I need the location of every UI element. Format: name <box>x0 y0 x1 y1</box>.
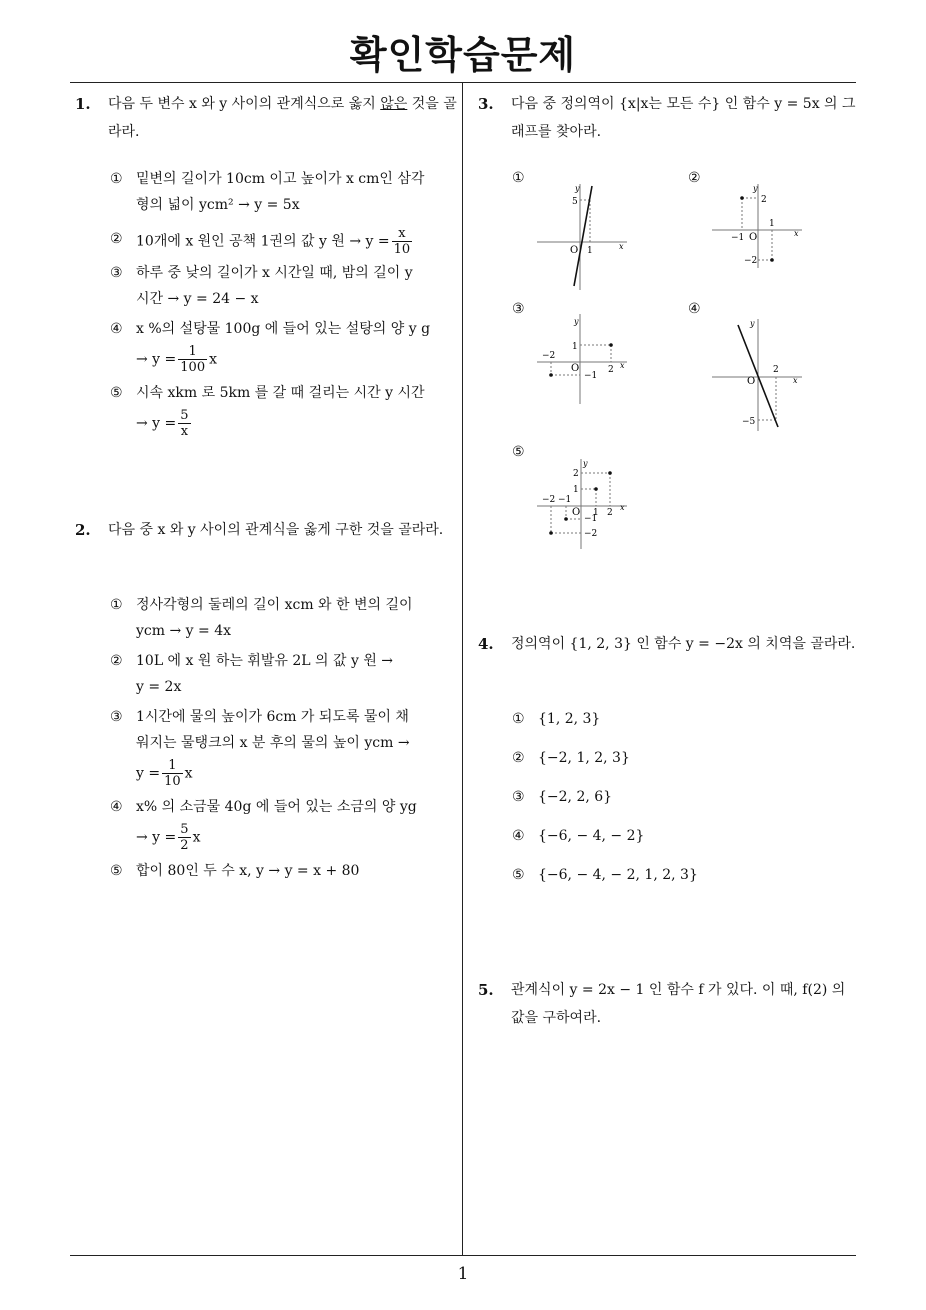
q4-option-1[interactable]: ① {1, 2, 3} <box>512 706 852 732</box>
question-number: 3. <box>478 95 494 113</box>
option-number: ④ <box>110 799 123 815</box>
q3-graph-5[interactable] <box>535 455 635 551</box>
q2-option-5[interactable]: ⑤ 합이 80인 두 수 x, y → y = x + 80 <box>110 858 460 884</box>
tick-label: −1 <box>731 233 745 243</box>
question-number: 4. <box>478 635 494 653</box>
q3-graph-1[interactable] <box>535 180 635 292</box>
tick-label: 2 <box>761 195 767 205</box>
fraction: $\frac{5}{x}$ <box>180 408 189 439</box>
option-number: ③ <box>512 789 525 805</box>
q3-option-5-label[interactable]: ⑤ <box>512 444 525 460</box>
x-label: x <box>794 229 799 238</box>
tick-label: −1 <box>558 495 572 505</box>
x-label: x <box>619 242 624 251</box>
point <box>549 531 553 535</box>
column-divider <box>462 83 463 1255</box>
question-5 <box>478 976 860 1032</box>
q2-option-3[interactable]: ③ 1시간에 물의 높이가 6cm 가 되도록 물이 채 워지는 물탱크의 x 분 후의 물의 높이 ycm → y = $\frac{1}{10}$ x <box>110 704 460 789</box>
question-text: 관계식이 y = 2x − 1 인 함수 f 가 있다. 이 때, f(2) 의 값을 구하여라. <box>511 982 846 1026</box>
point <box>609 343 613 347</box>
tick-label: 1 <box>593 508 599 518</box>
tick-label: −1 <box>584 371 598 381</box>
option-number: ③ <box>110 709 123 725</box>
tick-label: 1 <box>769 219 775 229</box>
option-number: ② <box>110 653 123 669</box>
q3-option-2-label[interactable]: ② <box>688 170 701 186</box>
point <box>564 517 568 521</box>
option-number: ⑤ <box>512 867 525 883</box>
y-label: y <box>753 184 758 193</box>
question-4 <box>478 630 860 658</box>
question-number: 5. <box>478 981 494 999</box>
tick-label: 5 <box>572 197 578 207</box>
q3-graph-3[interactable] <box>535 310 635 406</box>
point <box>740 196 744 200</box>
tick-label: −1 <box>584 514 598 524</box>
fraction: $\frac{1}{100}$ <box>180 344 206 375</box>
q3-option-4-label[interactable]: ④ <box>688 301 701 317</box>
question-text: 다음 두 변수 x 와 y 사이의 관계식으로 옳지 않은 것을 골라라. <box>108 96 457 140</box>
option-number: ② <box>512 750 525 766</box>
q4-option-4[interactable]: ④ {−6, − 4, − 2} <box>512 823 852 849</box>
q2-option-2[interactable]: ② 10L 에 x 원 하는 휘발유 2L 의 값 y 원 → y = 2x <box>110 648 460 700</box>
fraction: $\frac{5}{2}$ <box>180 822 189 853</box>
y-label: y <box>750 319 755 328</box>
x-label: x <box>793 376 798 385</box>
x-label: x <box>620 503 625 512</box>
q1-option-4[interactable]: ④ x %의 설탕물 100g 에 들어 있는 설탕의 양 y g → y = $\frac{1}{100}$ x <box>110 316 460 375</box>
tick-label: −2 <box>744 256 758 266</box>
q1-option-2[interactable]: ② 10개에 x 원인 공책 1권의 값 y 원 → y = $\frac{x}{10}$ <box>110 226 411 257</box>
question-number: 2. <box>75 521 91 539</box>
q1-option-3[interactable]: ③ 하루 중 낮의 길이가 x 시간일 때, 밤의 길이 y 시간 → y = 24 − x <box>110 260 460 312</box>
tick-label: −2 <box>542 351 556 361</box>
point <box>549 373 553 377</box>
page-number: 1 <box>457 1264 469 1284</box>
origin-label: O <box>571 363 580 374</box>
tick-label: 1 <box>572 342 578 352</box>
page-title: 확인학습문제 <box>349 33 577 77</box>
tick-label: 2 <box>573 469 579 479</box>
option-number: ① <box>110 597 123 613</box>
q3-graph-4[interactable] <box>710 315 810 435</box>
q3-option-3-label[interactable]: ③ <box>512 301 525 317</box>
q4-option-2[interactable]: ② {−2, 1, 2, 3} <box>512 745 852 771</box>
q2-option-1[interactable]: ① 정사각형의 둘레의 길이 xcm 와 한 변의 길이 ycm → y = 4x <box>110 592 460 644</box>
x-label: x <box>620 361 625 370</box>
origin-label: O <box>747 376 756 387</box>
option-number: ⑤ <box>110 863 123 879</box>
q3-graph-2[interactable] <box>710 180 810 270</box>
fraction: $\frac{x}{10}$ <box>393 226 411 257</box>
y-label: y <box>583 459 588 468</box>
tick-label: −2 <box>584 529 598 539</box>
q4-option-3[interactable]: ③ {−2, 2, 6} <box>512 784 852 810</box>
point <box>770 258 774 262</box>
tick-label: 2 <box>608 365 614 375</box>
question-text: 정의역이 {1, 2, 3} 인 함수 y = −2x 의 치역을 골라라. <box>511 636 856 652</box>
q1-option-5[interactable]: ⑤ 시속 xkm 로 5km 를 갈 때 걸리는 시간 y 시간 → y = $\frac{5}{x}$ <box>110 380 460 439</box>
option-number: ⑤ <box>110 385 123 401</box>
question-1 <box>75 90 457 146</box>
question-text: 다음 중 x 와 y 사이의 관계식을 옳게 구한 것을 골라라. <box>108 522 444 538</box>
origin-label: O <box>572 507 581 518</box>
y-label: y <box>574 317 579 326</box>
option-number: ② <box>110 231 123 247</box>
tick-label: 1 <box>587 246 593 256</box>
top-rule <box>70 82 856 83</box>
bottom-rule <box>70 1255 856 1256</box>
option-number: ① <box>110 171 123 187</box>
q1-option-1[interactable]: ① 밑변의 길이가 10cm 이고 높이가 x cm인 삼각 형의 넓이 ycm² → y = 5x <box>110 166 460 218</box>
origin-label: O <box>749 232 758 243</box>
option-number: ① <box>512 711 525 727</box>
tick-label: 1 <box>573 485 579 495</box>
origin-label: O <box>570 245 579 256</box>
option-number: ③ <box>110 265 123 281</box>
q3-option-1-label[interactable]: ① <box>512 170 525 186</box>
option-number: ④ <box>110 321 123 337</box>
point <box>594 487 598 491</box>
tick-label: 2 <box>607 508 613 518</box>
question-3 <box>478 90 860 146</box>
tick-label: 2 <box>773 365 779 375</box>
q2-option-4[interactable]: ④ x% 의 소금물 40g 에 들어 있는 소금의 양 yg → y = $\frac{5}{2}$ x <box>110 794 460 853</box>
y-label: y <box>575 184 580 193</box>
tick-label: −5 <box>742 417 756 427</box>
option-number: ④ <box>512 828 525 844</box>
question-2 <box>75 516 457 544</box>
question-number: 1. <box>75 95 91 113</box>
fraction: $\frac{1}{10}$ <box>164 758 181 789</box>
point <box>608 471 612 475</box>
question-text: 다음 중 정의역이 {x|x는 모든 수} 인 함수 y = 5x 의 그래프를 찾아라. <box>511 96 856 140</box>
q4-option-5[interactable]: ⑤ {−6, − 4, − 2, 1, 2, 3} <box>512 862 852 888</box>
underlined-word: 않은 <box>380 96 408 112</box>
tick-label: −2 <box>542 495 556 505</box>
